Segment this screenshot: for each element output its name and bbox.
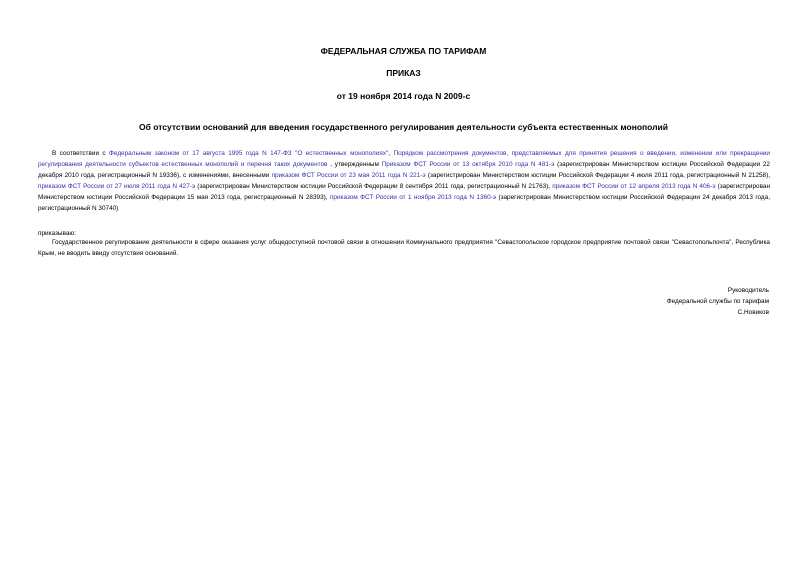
preamble-text: (зарегистрирован Министерством юстиции Российской Федерации 4 июля 2011 года, регистрационный N 21258),	[425, 172, 771, 180]
preamble-text: , утвержденным	[327, 161, 382, 169]
agency-name: ФЕДЕРАЛЬНАЯ СЛУЖБА ПО ТАРИФАМ	[320, 46, 487, 56]
link-review-procedure[interactable]: Порядком рассмотрения документов, представляемых для принятия решения о введении, изменении или прекращении регулирования деятельности субъектов естественных монополий и перечня таких документов	[38, 150, 771, 169]
preamble-paragraph	[38, 148, 770, 215]
link-order-221[interactable]: приказом ФСТ России от 23 мая 2011 года N 221-э	[271, 172, 426, 180]
preamble-text: (зарегистрирован Министерством юстиции Российской Федерации 22 декабря 2010 года, регистрационный N 19336), с изменениями, внесенными	[38, 161, 770, 180]
preamble-text: (зарегистрирован Министерством юстиции Российской Федерации 8 сентября 2011 года, регистрационный N 21763),	[195, 183, 553, 191]
ordered-label: приказываю:	[38, 230, 76, 237]
signatory-position: Руководитель	[727, 287, 769, 294]
preamble-text: (зарегистрирован Министерством юстиции Российской Федерации 15 мая 2013 года, регистрационный N 28393),	[38, 183, 770, 202]
preamble-text: (зарегистрирован Министерством юстиции Российской Федерации 24 декабря 2013 года, регистрационный N 30740)	[38, 194, 770, 213]
link-federal-law-147[interactable]: Федеральным законом от 17 августа 1995 года N 147-ФЗ "О естественных монополиях"	[109, 150, 389, 157]
signatory-name: С.Новиков	[737, 309, 769, 316]
signatory-organization: Федеральной службы по тарифам	[666, 298, 769, 305]
document-title: Об отсутствии оснований для введения государственного регулирования деятельности субъекта естественных монополий	[139, 122, 668, 132]
document-type: ПРИКАЗ	[386, 68, 421, 78]
link-order-406[interactable]: приказом ФСТ России от 12 апреля 2013 года N 406-э	[552, 183, 716, 191]
link-order-481[interactable]: Приказом ФСТ России от 13 октября 2010 года N 481-э	[381, 161, 555, 169]
link-order-1360[interactable]: приказом ФСТ России от 1 ноября 2013 года N 1360-э	[329, 194, 497, 202]
preamble-text: В соответствии с	[52, 150, 110, 157]
link-order-427[interactable]: приказом ФСТ России от 27 июля 2011 года N 427-э	[38, 183, 196, 191]
document-date-number: от 19 ноября 2014 года N 2009-с	[336, 91, 471, 101]
decision-paragraph: Государственное регулирование деятельности в сфере оказания услуг общедоступной почтовой связи в отношении Коммунального предприятия "Севастопольское городское предприятие почтовой связи "Севастопольпочта", Республика Крым, не вводить ввиду отсутствия оснований.	[38, 239, 770, 258]
preamble-text: ,	[388, 150, 394, 157]
